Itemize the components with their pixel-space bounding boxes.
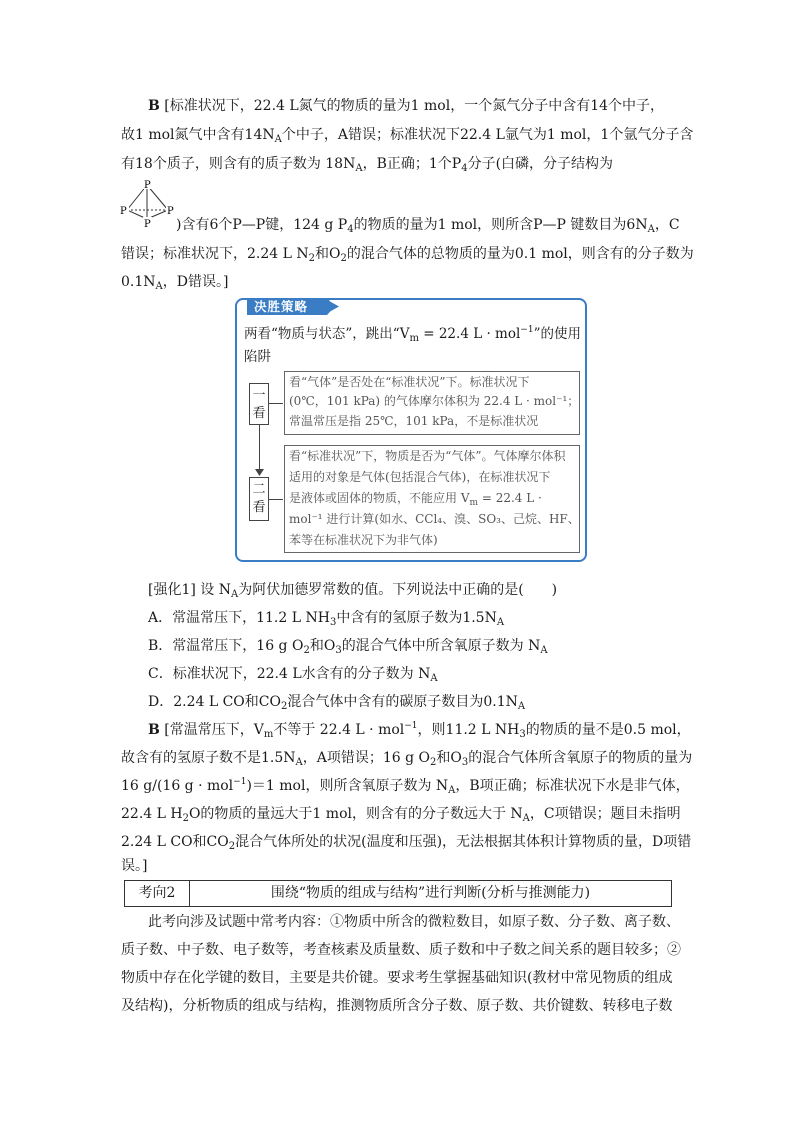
topic-title: 围绕“物质的组成与结构”进行判断(分析与推测能力)	[270, 885, 591, 901]
text-span: 错误；标准状况下，2.24 L N	[121, 246, 309, 262]
answer1-line1	[148, 96, 664, 116]
atom-label-right: P	[167, 206, 174, 217]
subscript: A	[355, 163, 363, 174]
option-d	[148, 692, 525, 714]
subscript: 4	[347, 224, 354, 235]
text-span: = 22.4 L ·	[478, 491, 542, 505]
text-span: )＝1 mol，则所含氧原子数为 N	[246, 778, 449, 794]
text-span: B．常温常压下，16 g O	[148, 638, 304, 654]
text-span: 的物质的量不是0.5 mol，	[525, 722, 691, 738]
text-span: 分子(白磷，分子结构为	[467, 156, 614, 172]
atom-label-left: P	[120, 206, 127, 217]
subscript: m	[409, 333, 419, 344]
subscript: A	[274, 134, 282, 145]
text-span: 的混合气体所含氧原子的物质的量为	[468, 750, 693, 766]
answer1-text1: [标准状况下，22.4 L氮气的物质的量为1 mol，一个氮气分子中含有14个中子，	[164, 98, 665, 114]
text-span: ，B项正确；标准状况下水是非气体，	[455, 778, 690, 794]
answer2-line6: 误。]	[121, 858, 148, 874]
look1-line3: 常温常压是指 25℃，101 kPa，不是标准状况	[289, 414, 539, 428]
text-span: ，C	[654, 217, 680, 233]
text-span: 中含有的氢原子数为1.5N	[336, 610, 497, 626]
text-span: 故含有的氢原子数不是1.5N	[121, 750, 296, 766]
subscript: 3	[335, 645, 342, 656]
subscript: 3	[519, 729, 526, 740]
text-span: 的物质的量为1 mol，则所含P—P 键数目为6N	[353, 217, 648, 233]
text-span: ，D错误。]	[162, 274, 229, 290]
look2-label	[249, 477, 269, 521]
text-span: ，则11.2 L NH	[417, 722, 520, 738]
subscript: A	[155, 281, 163, 292]
answer2-line2	[121, 748, 692, 770]
subscript: 3	[461, 757, 469, 768]
label-char: 看	[252, 500, 266, 515]
superscript: −1	[520, 325, 534, 335]
look2-line3	[289, 490, 542, 509]
text-span: ，B正确；1个P	[362, 156, 462, 172]
answer1-line6	[121, 272, 228, 294]
text-span: ，A项错误；16 g O	[302, 750, 431, 766]
text-span: 不等于 22.4 L · mol	[273, 722, 405, 738]
look1-line2: (0℃，101 kPa) 的气体摩尔体积为 22.4 L · mol⁻¹；	[289, 394, 580, 408]
text-span: 和O	[436, 750, 462, 766]
subscript: A	[295, 757, 303, 768]
look2-line1: 看“标准状况”下，物质是否为“气体”。气体摩尔体积	[289, 449, 566, 463]
subscript: 2	[303, 645, 310, 656]
subscript: A	[517, 701, 526, 712]
look2-line5: 苯等在标准状况下为非气体)	[289, 533, 438, 547]
text-span: 2.24 L CO和CO	[121, 834, 229, 850]
text-span: 为阿伏加德罗常数的值。下列说法中正确的是( )	[238, 582, 558, 598]
atom-label-top: P	[144, 180, 151, 191]
look1-label	[249, 383, 269, 425]
answer1-line5	[121, 244, 694, 266]
text-span: [强化1] 设 N	[148, 582, 231, 598]
text-span: O的物质的量远大于1 mol，则含有的分子数远大于 N	[188, 806, 523, 822]
text-span: 两看“物质与状态”，跳出“V	[244, 326, 410, 342]
subscript: 4	[461, 163, 468, 174]
strategy-intro-line1	[244, 325, 581, 346]
look1-line1: 看“气体”是否处在“标准状况”下。标准状况下	[289, 375, 530, 389]
text-span: ，C项错误；题目未指明	[529, 806, 681, 822]
atom-label-bottom: P	[144, 219, 151, 230]
answer-letter: B	[148, 98, 160, 114]
text-span: 22.4 L H	[121, 806, 183, 822]
subscript: 2	[280, 701, 288, 712]
text-span: 和O	[309, 638, 336, 654]
paragraph-line4: 及结构)，分析物质的组成与结构，推测物质所含分子数、原子数、共价键数、转移电子数	[121, 998, 673, 1014]
text-span: 的混合气体的总物质的量为0.1 mol，则含有的分子数为	[346, 246, 694, 262]
strategy-title: 决胜策略	[254, 299, 309, 314]
subscript: A	[540, 645, 548, 656]
answer1-line2	[121, 125, 693, 147]
answer2-line5	[121, 832, 691, 854]
text-span: C．标准状况下，22.4 L水含有的分子数为 N	[148, 666, 431, 682]
text-span: )含有6个P—P键，124 g P	[176, 217, 348, 233]
subscript: 2	[340, 253, 347, 264]
label-char: 一	[252, 388, 266, 403]
subscript: A	[496, 617, 505, 628]
question-stem	[148, 580, 557, 602]
subscript: 2	[430, 757, 437, 768]
text-span: 混合气体中含有的碳原子数目为0.1N	[287, 694, 518, 710]
superscript: −1	[233, 777, 247, 787]
text-span: = 22.4 L · mol	[418, 326, 521, 342]
subscript: A	[522, 813, 530, 824]
paragraph-line1: 此考向涉及试题中常考内容：①物质中所含的微粒数目，如原子数、分子数、离子数、	[148, 914, 680, 930]
answer2-line4	[121, 804, 681, 826]
subscript: A	[647, 224, 655, 235]
text-span: 混合气体所处的状况(温度和压强)，无法根据其体积计算物质的量，D项错	[235, 834, 692, 850]
subscript: A	[448, 785, 456, 796]
text-span: [常温常压下，V	[164, 722, 264, 738]
answer1-line3	[121, 154, 613, 176]
text-span: 16 g/(16 g · mol	[121, 778, 234, 794]
subscript: A	[230, 589, 239, 600]
text-span: 0.1N	[121, 274, 156, 290]
answer2-line3	[121, 776, 690, 798]
strategy-intro-line2: 陷阱	[244, 349, 271, 365]
down-arrow-icon	[255, 469, 264, 476]
text-span: ”的使用	[533, 326, 581, 342]
connector	[269, 499, 283, 500]
look2-line4: mol⁻¹ 进行计算(如水、CCl₄、溴、SO₃、己烷、HF、	[289, 512, 580, 526]
text-span: 个中子，A错误；标准状况下22.4 L氩气为1 mol，1个氩气分子含	[281, 127, 694, 143]
topic-table	[124, 880, 672, 907]
answer-letter: B	[148, 722, 160, 738]
strategy-title-tab	[247, 298, 337, 315]
subscript: 2	[308, 253, 315, 264]
option-c	[148, 664, 438, 686]
text-span: 故1 mol氮气中含有14N	[121, 127, 275, 143]
text-span: 是液体或固体的物质，不能应用 V	[289, 491, 470, 505]
text-span: 有18个质子，则含有的质子数为 18N	[121, 156, 356, 172]
connector	[269, 403, 283, 404]
p4-structure-diagram	[118, 178, 178, 234]
option-a	[148, 608, 504, 630]
subscript: 2	[182, 813, 189, 824]
subscript: m	[469, 498, 479, 508]
paragraph-line3: 物质中存在化学键的数目，主要是共价键。要求考生掌握基础知识(教材中常见物质的组成	[121, 970, 673, 986]
label-char: 二	[252, 482, 266, 497]
option-b	[148, 636, 548, 658]
answer1-line4	[176, 215, 680, 237]
text-span: 的混合气体中所含氧原子数为 N	[341, 638, 541, 654]
answer2-line1	[148, 720, 691, 742]
topic-number: 考向2	[138, 885, 176, 901]
subscript: 3	[329, 617, 337, 628]
superscript: −1	[404, 721, 418, 731]
label-char: 看	[252, 406, 266, 421]
text-span: D．2.24 L CO和CO	[148, 694, 281, 710]
look2-line2: 适用的对象是气体(包括混合气体)，在标准状况下	[289, 470, 551, 484]
subscript: 2	[228, 841, 236, 852]
text-span: A．常温常压下，11.2 L NH	[148, 610, 330, 626]
subscript: m	[263, 729, 274, 740]
text-span: 和O	[315, 246, 341, 262]
down-arrow-line	[259, 425, 260, 471]
subscript: A	[430, 673, 438, 684]
paragraph-line2: 质子数、中子数、电子数等，考查核素及质量数、质子数和中子数之间关系的题目较多；②	[121, 942, 681, 958]
